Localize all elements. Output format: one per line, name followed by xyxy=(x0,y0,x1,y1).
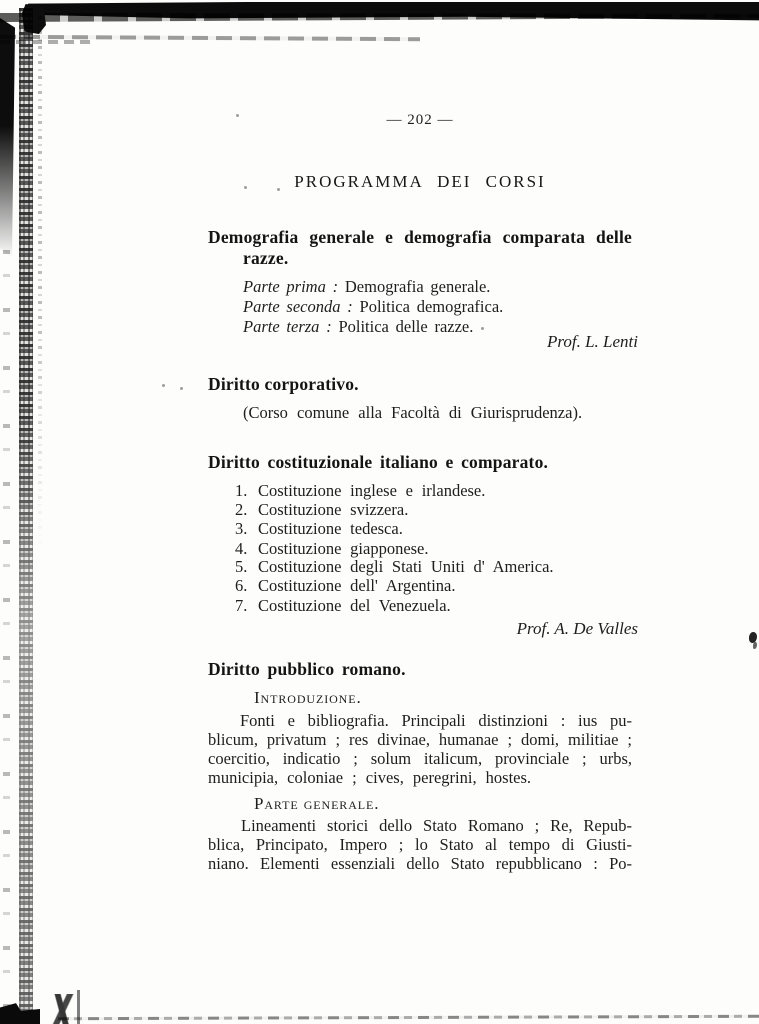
scan-bottom-ink-mark xyxy=(46,994,78,1024)
list-item xyxy=(208,596,632,616)
list-item-text: Costituzione degli Stati Uniti d' America. xyxy=(258,557,554,576)
list-item-number: 7. xyxy=(235,596,248,615)
scan-bottom-vertical-line xyxy=(77,990,80,1024)
list-item xyxy=(208,500,632,520)
subsection-introduzione: Introduzione. xyxy=(254,688,362,707)
list-item-text: Costituzione giapponese. xyxy=(258,539,429,558)
scan-left-streak xyxy=(0,40,90,44)
list-item xyxy=(208,481,632,501)
paragraph-line: coercitio, indicatio ; solum italicum, provinciale ; urbs, xyxy=(208,749,632,768)
professor-signature-devalles: Prof. A. De Valles xyxy=(516,619,638,638)
scan-gutter-thin-line xyxy=(38,16,42,556)
list-item-text: Costituzione tedesca. xyxy=(258,519,403,538)
list-item-number: 6. xyxy=(235,576,248,595)
scan-corner-ink-blob xyxy=(22,4,46,34)
paragraph-line: blica, Principato, Impero ; lo Stato al tempo di Giusti- xyxy=(208,835,632,854)
scan-bottom-corner-blob xyxy=(0,1002,40,1024)
list-item xyxy=(208,576,632,596)
paragraph-line: niano. Elementi essenziali dello Stato repubblicano : Po- xyxy=(208,854,632,873)
subsection-parte-generale: Parte generale. xyxy=(254,794,380,813)
page-number: — 202 — xyxy=(386,112,454,128)
course-note: (Corso comune alla Facoltà di Giurisprudenza). xyxy=(243,403,583,422)
list-item-number: 4. xyxy=(235,539,248,558)
list-item xyxy=(208,539,632,559)
part-text: Demografia generale. xyxy=(344,277,491,296)
page-text-block xyxy=(208,0,638,1024)
section-heading-corporativo: Diritto corporativo. xyxy=(208,374,359,394)
paragraph-line: Lineamenti storici dello Stato Romano ; Re, Repub- xyxy=(241,816,632,835)
professor-signature-lenti: Prof. L. Lenti xyxy=(547,332,638,351)
list-item-number: 5. xyxy=(235,557,248,576)
part-label: Parte seconda : xyxy=(243,297,353,316)
list-item-text: Costituzione svizzera. xyxy=(258,500,409,519)
part-label: Parte terza : xyxy=(243,317,332,336)
scan-binding-gutter xyxy=(19,8,33,1024)
course-part-line xyxy=(208,277,632,297)
paragraph-line: blicum, privatum ; res divinae, humanae ; domi, militiae ; xyxy=(208,730,632,749)
list-item-number: 3. xyxy=(235,519,248,538)
scan-left-edge-specks xyxy=(3,250,10,1010)
paragraph-line: municipia, coloniae ; cives, peregrini, hostes. xyxy=(208,768,532,787)
part-text: Politica delle razze. xyxy=(338,317,474,336)
part-label: Parte prima : xyxy=(243,277,339,296)
scan-dust-speck xyxy=(180,387,183,390)
scan-right-margin-speck xyxy=(749,632,757,643)
course-part-line xyxy=(208,297,632,317)
page-title: PROGRAMMA DEI CORSI xyxy=(294,172,546,191)
paragraph-line: Fonti e bibliografia. Principali distinzioni : ius pu- xyxy=(240,711,632,730)
list-item-text: Costituzione inglese e irlandese. xyxy=(258,481,486,500)
section-heading-demografia-line1: Demografia generale e demografia comparata delle xyxy=(208,227,632,247)
list-item-text: Costituzione del Venezuela. xyxy=(258,596,451,615)
list-item-number: 2. xyxy=(235,500,248,519)
list-item-text: Costituzione dell' Argentina. xyxy=(258,576,456,595)
section-heading-costituzionale: Diritto costituzionale italiano e comparato. xyxy=(208,452,549,472)
section-heading-demografia-line2: razze. xyxy=(243,248,289,268)
section-heading-romano: Diritto pubblico romano. xyxy=(208,659,406,679)
list-item xyxy=(208,557,632,577)
list-item-number: 1. xyxy=(235,481,248,500)
list-item xyxy=(208,519,632,539)
part-text: Politica demografica. xyxy=(359,297,504,316)
scan-left-edge-shadow xyxy=(0,18,15,258)
scan-dust-speck xyxy=(162,384,165,387)
